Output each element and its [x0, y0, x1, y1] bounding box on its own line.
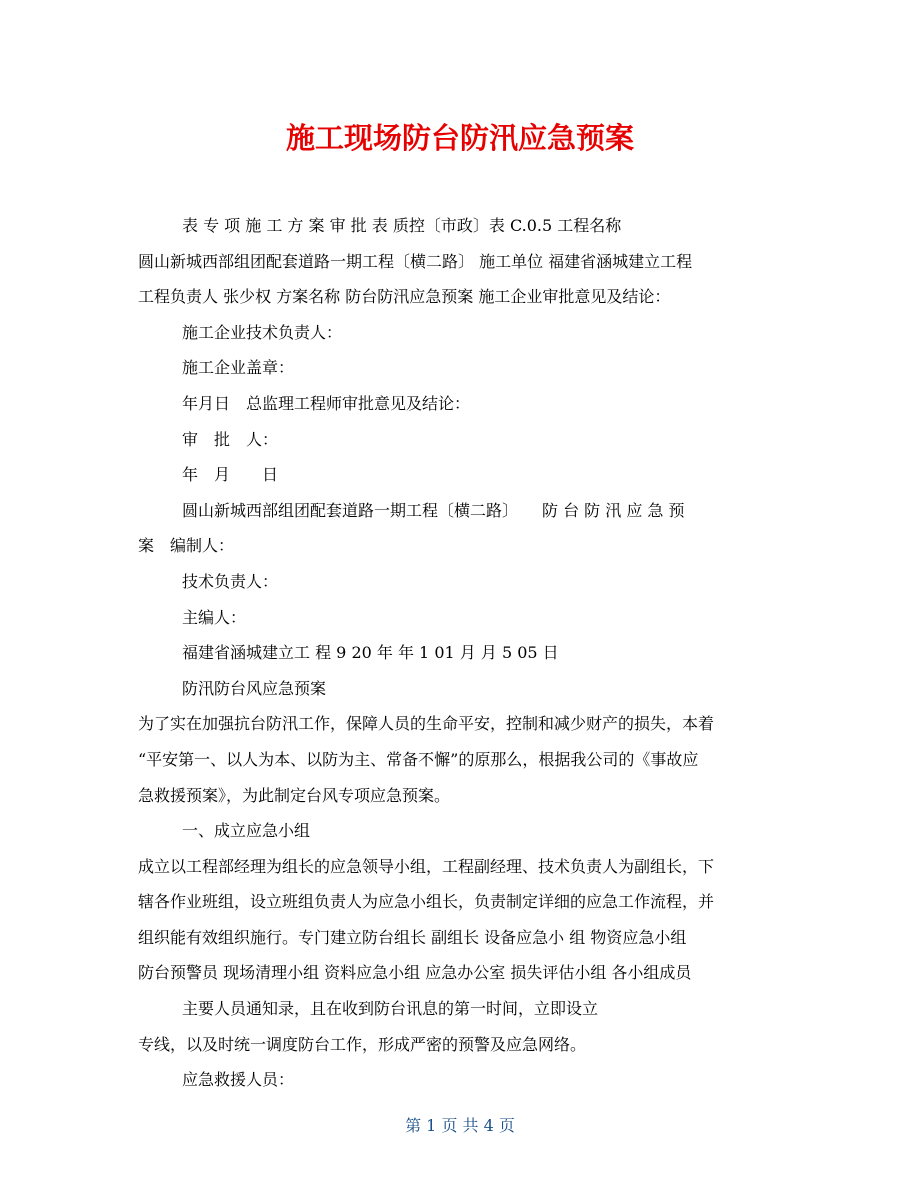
line-15: 为了实在加强抗台防汛工作，保障人员的生命平安，控制和减少财产的损失，本着 — [138, 714, 715, 734]
line-13: 福建省涵城建立工 程 9 20 年 年 1 01 月 月 5 05 日 — [182, 643, 559, 663]
line-9: 圆山新城西部组团配套道路一期工程〔横二路〕 防 台 防 汛 应 急 预 — [182, 500, 685, 520]
page-footer: 第 1 页 共 4 页 — [405, 1116, 515, 1135]
line-10: 案 编制人： — [138, 536, 235, 556]
line-18: 一、成立应急小组 — [182, 821, 311, 841]
line-4: 施工企业技术负责人： — [182, 322, 343, 342]
document-title: 施工现场防台防汛应急预案 — [285, 121, 634, 155]
line-7: 审 批 人： — [182, 429, 279, 449]
line-23: 主要人员通知录，且在收到防台讯息的第一时间，立即设立 — [182, 999, 599, 1019]
line-16: “平安第一、以人为本、以防为主、常备不懈”的原那么，根据我公司的《事故应 — [138, 749, 699, 769]
line-17: 急救援预案》，为此制定台风专项应急预案。 — [138, 785, 451, 805]
line-5: 施工企业盖章： — [182, 358, 295, 378]
line-25: 应急救援人员： — [182, 1070, 295, 1090]
line-21: 组织能有效组织施行。专门建立防台组长 副组长 设备应急小 组 物资应急小组 — [138, 927, 687, 947]
line-19: 成立以工程部经理为组长的应急领导小组，工程副经理、技术负责人为副组长，下 — [138, 856, 715, 876]
line-11: 技术负责人： — [182, 571, 279, 591]
line-2: 圆山新城西部组团配套道路一期工程〔横二路〕 施工单位 福建省涵城建立工程 — [138, 251, 693, 271]
line-20: 辖各作业班组，设立班组负责人为应急小组长，负责制定详细的应急工作流程，并 — [138, 892, 715, 912]
line-14: 防汛防台风应急预案 — [182, 678, 327, 698]
line-24: 专线，以及时统一调度防台工作，形成严密的预警及应急网络。 — [138, 1034, 587, 1054]
line-8: 年 月 日 — [182, 465, 279, 485]
document-body — [138, 208, 784, 1098]
line-22: 防台预警员 现场清理小组 资料应急小组 应急办公室 损失评估小组 各小组成员 — [138, 963, 692, 983]
line-1: 表 专 项 施 工 方 案 审 批 表 质控〔市政〕表 C.0.5 工程名称 — [182, 216, 622, 235]
line-3: 工程负责人 张少权 方案名称 防台防汛应急预案 施工企业审批意见及结论： — [138, 287, 671, 307]
line-6: 年月日 总监理工程师审批意见及结论： — [182, 393, 471, 413]
line-12: 主编人： — [182, 607, 247, 627]
